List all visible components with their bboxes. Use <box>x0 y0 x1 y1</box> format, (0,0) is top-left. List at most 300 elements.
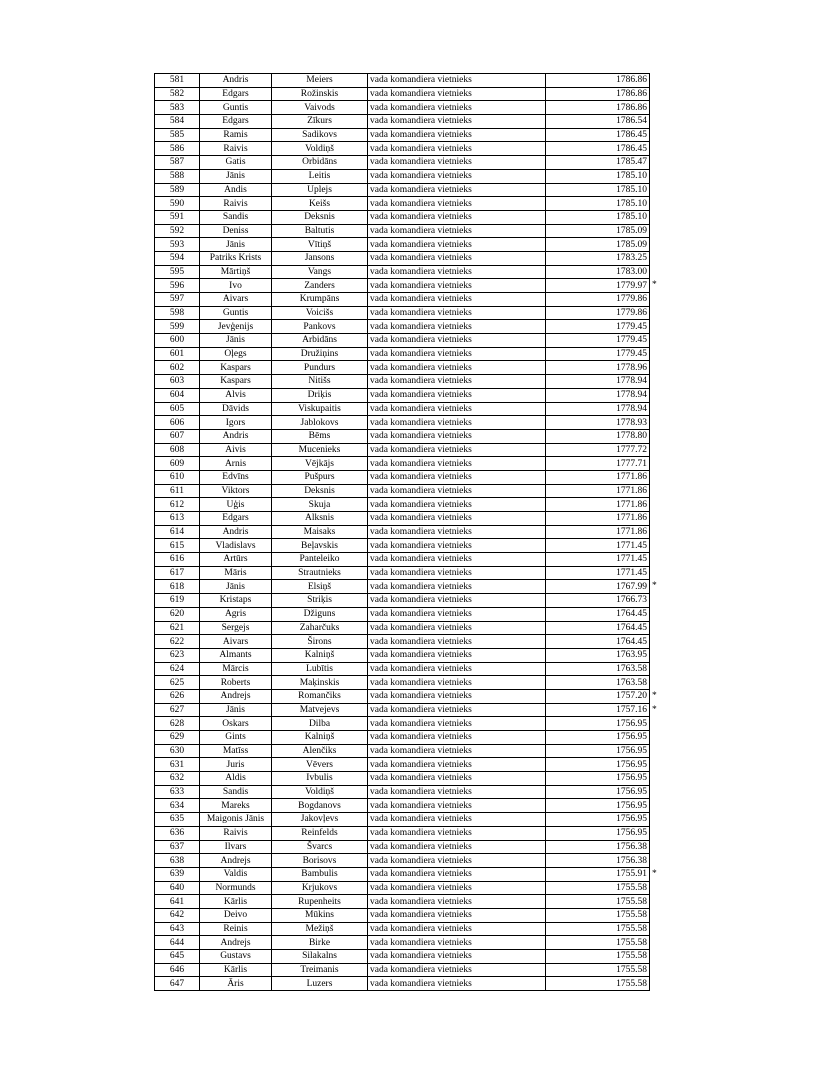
last-name-cell <box>272 908 368 922</box>
first-name-text: Guntis <box>222 102 249 113</box>
amount-cell <box>546 758 650 772</box>
amount-text: 1786.54 <box>616 116 647 127</box>
first-name-text: Uģis <box>226 499 245 510</box>
amount-cell <box>546 87 650 101</box>
row-number-text: 622 <box>169 636 185 647</box>
amount-cell <box>546 607 650 621</box>
last-name-cell <box>272 512 368 526</box>
first-name-cell <box>200 607 272 621</box>
table-row <box>155 115 650 129</box>
position-text: vada komandiera vietnieks <box>370 965 472 976</box>
table-row <box>155 594 650 608</box>
last-name-text: Zaharčuks <box>299 622 340 633</box>
last-name-cell <box>272 169 368 183</box>
position-text: vada komandiera vietnieks <box>370 308 472 319</box>
first-name-text: Matīss <box>222 746 249 757</box>
last-name-text: Krjukovs <box>301 882 338 893</box>
first-name-cell <box>200 388 272 402</box>
amount-cell <box>546 183 650 197</box>
amount-text: 1756.95 <box>616 759 647 770</box>
last-name-cell <box>272 731 368 745</box>
amount-cell <box>546 265 650 279</box>
table-row <box>155 676 650 690</box>
row-number-cell <box>155 128 200 142</box>
table-row <box>155 662 650 676</box>
row-number-cell <box>155 689 200 703</box>
first-name-text: Ramis <box>223 130 248 141</box>
last-name-cell <box>272 87 368 101</box>
position-text: vada komandiera vietnieks <box>370 663 472 674</box>
first-name-text: Reinis <box>223 923 248 934</box>
first-name-cell <box>200 87 272 101</box>
first-name-cell <box>200 908 272 922</box>
amount-text: 1771.86 <box>616 485 647 496</box>
last-name-cell <box>272 950 368 964</box>
row-number-cell <box>155 840 200 854</box>
row-number-cell <box>155 429 200 443</box>
last-name-text: Keišs <box>308 198 331 209</box>
position-cell <box>368 580 546 594</box>
row-number-cell <box>155 87 200 101</box>
last-name-text: Striķis <box>307 595 332 606</box>
position-cell <box>368 689 546 703</box>
last-name-cell <box>272 115 368 129</box>
last-name-cell <box>272 854 368 868</box>
amount-cell <box>546 251 650 265</box>
position-cell <box>368 224 546 238</box>
amount-text: 1763.58 <box>616 663 647 674</box>
table-row <box>155 963 650 977</box>
last-name-cell <box>272 74 368 88</box>
position-cell <box>368 717 546 731</box>
last-name-text: Pundurs <box>303 362 336 373</box>
last-name-text: Krumpāns <box>299 294 340 305</box>
row-number-cell <box>155 703 200 717</box>
position-text: vada komandiera vietnieks <box>370 581 472 592</box>
first-name-text: Normunds <box>215 882 256 893</box>
row-number-cell <box>155 512 200 526</box>
table-row <box>155 498 650 512</box>
first-name-cell <box>200 156 272 170</box>
amount-text: 1771.86 <box>616 527 647 538</box>
row-number-cell <box>155 963 200 977</box>
position-cell <box>368 648 546 662</box>
first-name-cell <box>200 443 272 457</box>
first-name-cell <box>200 142 272 156</box>
first-name-text: Andrejs <box>220 691 251 702</box>
position-cell <box>368 101 546 115</box>
position-cell <box>368 744 546 758</box>
amount-cell <box>546 525 650 539</box>
position-text: vada komandiera vietnieks <box>370 513 472 524</box>
row-number-text: 587 <box>169 157 185 168</box>
table-row <box>155 799 650 813</box>
amount-text: 1778.94 <box>616 403 647 414</box>
table-body <box>155 74 657 991</box>
row-number-cell <box>155 224 200 238</box>
last-name-cell <box>272 813 368 827</box>
first-name-text: Artūrs <box>223 554 248 565</box>
amount-cell <box>546 922 650 936</box>
first-name-cell <box>200 648 272 662</box>
position-text: vada komandiera vietnieks <box>370 841 472 852</box>
row-number-text: 615 <box>169 540 185 551</box>
table-row <box>155 977 650 991</box>
last-name-cell <box>272 320 368 334</box>
amount-text: 1778.94 <box>616 376 647 387</box>
last-name-text: Treimanis <box>300 965 339 976</box>
position-text: vada komandiera vietnieks <box>370 225 472 236</box>
table-row <box>155 703 650 717</box>
amount-cell <box>546 512 650 526</box>
position-text: vada komandiera vietnieks <box>370 444 472 455</box>
last-name-cell <box>272 648 368 662</box>
first-name-cell <box>200 101 272 115</box>
row-number-cell <box>155 717 200 731</box>
amount-cell <box>546 580 657 594</box>
row-number-cell <box>155 826 200 840</box>
first-name-cell <box>200 210 272 224</box>
position-cell <box>368 388 546 402</box>
row-number-text: 621 <box>169 622 185 633</box>
amount-text: 1755.58 <box>616 882 647 893</box>
first-name-text: Māris <box>224 568 247 579</box>
amount-cell <box>546 279 657 293</box>
table-row <box>155 717 650 731</box>
table-row <box>155 580 650 594</box>
last-name-cell <box>272 457 368 471</box>
amount-cell <box>546 429 650 443</box>
row-number-text: 643 <box>169 923 185 934</box>
table-row <box>155 388 650 402</box>
amount-cell <box>546 375 650 389</box>
position-text: vada komandiera vietnieks <box>370 636 472 647</box>
position-text: vada komandiera vietnieks <box>370 540 472 551</box>
last-name-text: Voldiņš <box>305 787 334 798</box>
table-row <box>155 867 650 881</box>
position-cell <box>368 977 546 991</box>
amount-text: 1756.95 <box>616 800 647 811</box>
last-name-text: Kalniņš <box>304 650 335 661</box>
row-number-text: 596 <box>169 280 185 291</box>
amount-text: 1755.58 <box>616 978 647 989</box>
position-cell <box>368 621 546 635</box>
amount-text: 1771.86 <box>616 472 647 483</box>
position-cell <box>368 210 546 224</box>
first-name-cell <box>200 265 272 279</box>
row-number-text: 586 <box>169 143 185 154</box>
amount-cell <box>546 402 650 416</box>
table-row <box>155 539 650 553</box>
last-name-cell <box>272 402 368 416</box>
last-name-text: Borisovs <box>302 855 337 866</box>
amount-text: 1785.10 <box>616 184 647 195</box>
last-name-cell <box>272 142 368 156</box>
row-number-cell <box>155 183 200 197</box>
position-text: vada komandiera vietnieks <box>370 691 472 702</box>
position-cell <box>368 867 546 881</box>
amount-cell <box>546 115 650 129</box>
table-row <box>155 621 650 635</box>
amount-cell <box>546 388 650 402</box>
position-text: vada komandiera vietnieks <box>370 787 472 798</box>
first-name-text: Sergejs <box>221 622 250 633</box>
last-name-text: Lubītis <box>306 663 333 674</box>
position-text: vada komandiera vietnieks <box>370 75 472 86</box>
position-text: vada komandiera vietnieks <box>370 595 472 606</box>
last-name-text: Uplejs <box>307 184 332 195</box>
amount-text: 1779.45 <box>616 349 647 360</box>
amount-text: 1756.38 <box>616 855 647 866</box>
first-name-cell <box>200 306 272 320</box>
first-name-cell <box>200 279 272 293</box>
first-name-text: Gustavs <box>220 951 251 962</box>
amount-cell <box>546 470 650 484</box>
last-name-cell <box>272 197 368 211</box>
first-name-cell <box>200 758 272 772</box>
amount-text: 1785.10 <box>616 171 647 182</box>
table-row <box>155 74 650 88</box>
last-name-cell <box>272 744 368 758</box>
first-name-cell <box>200 484 272 498</box>
first-name-cell <box>200 553 272 567</box>
last-name-text: Vēvers <box>306 759 333 770</box>
last-name-text: Zanders <box>304 280 335 291</box>
last-name-cell <box>272 785 368 799</box>
first-name-cell <box>200 635 272 649</box>
position-cell <box>368 197 546 211</box>
first-name-cell <box>200 197 272 211</box>
table-row <box>155 375 650 389</box>
last-name-text: Džiguns <box>303 609 336 620</box>
row-number-text: 616 <box>169 554 185 565</box>
last-name-text: Bogdanovs <box>298 800 341 811</box>
table-row <box>155 101 650 115</box>
amount-cell <box>546 361 650 375</box>
table-row <box>155 128 650 142</box>
row-number-text: 605 <box>169 403 185 414</box>
amount-text: 1771.45 <box>616 568 647 579</box>
position-text: vada komandiera vietnieks <box>370 143 472 154</box>
position-cell <box>368 881 546 895</box>
first-name-cell <box>200 115 272 129</box>
first-name-cell <box>200 251 272 265</box>
position-text: vada komandiera vietnieks <box>370 773 472 784</box>
position-text: vada komandiera vietnieks <box>370 376 472 387</box>
row-number-text: 625 <box>169 677 185 688</box>
position-text: vada komandiera vietnieks <box>370 116 472 127</box>
position-cell <box>368 279 546 293</box>
position-text: vada komandiera vietnieks <box>370 184 472 195</box>
last-name-text: Arbidāns <box>302 335 337 346</box>
amount-text: 1783.00 <box>616 266 647 277</box>
amount-cell <box>546 443 650 457</box>
first-name-text: Kaspars <box>220 362 251 373</box>
position-cell <box>368 128 546 142</box>
amount-text: 1764.45 <box>616 609 647 620</box>
position-text: vada komandiera vietnieks <box>370 198 472 209</box>
last-name-text: Reinfelds <box>301 828 338 839</box>
table-row <box>155 210 650 224</box>
amount-cell <box>546 635 650 649</box>
first-name-text: Edgars <box>222 513 249 524</box>
row-number-cell <box>155 74 200 88</box>
first-name-cell <box>200 881 272 895</box>
amount-cell <box>546 142 650 156</box>
first-name-text: Arnis <box>224 458 247 469</box>
position-cell <box>368 361 546 375</box>
row-number-cell <box>155 265 200 279</box>
amount-cell <box>546 210 650 224</box>
position-text: vada komandiera vietnieks <box>370 882 472 893</box>
table-row <box>155 758 650 772</box>
amount-text: 1786.86 <box>616 102 647 113</box>
asterisk-mark: * <box>652 704 657 715</box>
first-name-cell <box>200 854 272 868</box>
last-name-text: Širons <box>307 636 332 647</box>
table-row <box>155 265 650 279</box>
table-row <box>155 347 650 361</box>
first-name-cell <box>200 717 272 731</box>
row-number-text: 590 <box>169 198 185 209</box>
last-name-text: Ivbulis <box>306 773 333 784</box>
position-cell <box>368 908 546 922</box>
table-row <box>155 607 650 621</box>
last-name-cell <box>272 470 368 484</box>
asterisk-mark: * <box>652 690 657 701</box>
position-text: vada komandiera vietnieks <box>370 622 472 633</box>
row-number-cell <box>155 210 200 224</box>
row-number-text: 627 <box>169 704 185 715</box>
table-row <box>155 525 650 539</box>
row-number-cell <box>155 553 200 567</box>
first-name-text: Kaspars <box>220 376 251 387</box>
amount-cell <box>546 731 650 745</box>
row-number-cell <box>155 320 200 334</box>
table-row <box>155 908 650 922</box>
row-number-text: 631 <box>169 759 185 770</box>
last-name-cell <box>272 388 368 402</box>
position-cell <box>368 142 546 156</box>
row-number-text: 610 <box>169 472 185 483</box>
position-text: vada komandiera vietnieks <box>370 554 472 565</box>
position-cell <box>368 963 546 977</box>
last-name-cell <box>272 334 368 348</box>
amount-cell <box>546 347 650 361</box>
amount-text: 1785.09 <box>616 225 647 236</box>
first-name-cell <box>200 416 272 430</box>
table-row <box>155 334 650 348</box>
amount-cell <box>546 703 657 717</box>
first-name-cell <box>200 512 272 526</box>
first-name-text: Maigonis Jānis <box>206 814 265 825</box>
row-number-cell <box>155 648 200 662</box>
last-name-text: Mucenieks <box>298 444 341 455</box>
position-text: vada komandiera vietnieks <box>370 417 472 428</box>
position-cell <box>368 293 546 307</box>
first-name-cell <box>200 402 272 416</box>
position-text: vada komandiera vietnieks <box>370 266 472 277</box>
row-number-cell <box>155 936 200 950</box>
first-name-text: Ivo <box>229 280 242 291</box>
position-text: vada komandiera vietnieks <box>370 472 472 483</box>
row-number-text: 593 <box>169 239 185 250</box>
row-number-cell <box>155 115 200 129</box>
first-name-text: Jānis <box>226 239 245 250</box>
amount-text: 1756.95 <box>616 773 647 784</box>
row-number-text: 606 <box>169 417 185 428</box>
row-number-text: 594 <box>169 253 185 264</box>
row-number-cell <box>155 334 200 348</box>
position-cell <box>368 402 546 416</box>
table-row <box>155 416 650 430</box>
first-name-text: Aldis <box>225 773 246 784</box>
first-name-text: Jānis <box>226 704 245 715</box>
position-text: vada komandiera vietnieks <box>370 499 472 510</box>
first-name-text: Gints <box>225 732 246 743</box>
row-number-cell <box>155 484 200 498</box>
table-row <box>155 251 650 265</box>
first-name-text: Raivis <box>223 143 248 154</box>
position-text: vada komandiera vietnieks <box>370 896 472 907</box>
table-row <box>155 635 650 649</box>
first-name-cell <box>200 826 272 840</box>
position-text: vada komandiera vietnieks <box>370 390 472 401</box>
last-name-text: Voicišs <box>305 308 334 319</box>
table-row <box>155 87 650 101</box>
amount-cell <box>546 457 650 471</box>
last-name-cell <box>272 580 368 594</box>
position-text: vada komandiera vietnieks <box>370 923 472 934</box>
row-number-text: 617 <box>169 568 185 579</box>
table-row <box>155 553 650 567</box>
row-number-text: 640 <box>169 882 185 893</box>
row-number-text: 604 <box>169 390 185 401</box>
first-name-text: Deniss <box>222 225 249 236</box>
last-name-text: Silakalns <box>302 951 337 962</box>
position-cell <box>368 703 546 717</box>
first-name-text: Ilvars <box>224 841 247 852</box>
amount-cell <box>546 662 650 676</box>
table-row <box>155 936 650 950</box>
last-name-cell <box>272 977 368 991</box>
amount-text: 1786.45 <box>616 143 647 154</box>
table-row <box>155 457 650 471</box>
position-cell <box>368 375 546 389</box>
first-name-cell <box>200 785 272 799</box>
last-name-text: Družiņins <box>300 349 339 360</box>
position-text: vada komandiera vietnieks <box>370 294 472 305</box>
last-name-cell <box>272 881 368 895</box>
row-number-text: 603 <box>169 376 185 387</box>
amount-text: 1771.86 <box>616 499 647 510</box>
position-cell <box>368 594 546 608</box>
row-number-cell <box>155 785 200 799</box>
first-name-cell <box>200 74 272 88</box>
position-text: vada komandiera vietnieks <box>370 677 472 688</box>
position-text: vada komandiera vietnieks <box>370 349 472 360</box>
table-row <box>155 895 650 909</box>
first-name-text: Andris <box>222 431 249 442</box>
last-name-text: Leitis <box>308 171 331 182</box>
last-name-text: Driķis <box>307 390 332 401</box>
amount-text: 1779.45 <box>616 335 647 346</box>
asterisk-mark: * <box>652 581 657 592</box>
first-name-text: Aivars <box>222 294 249 305</box>
last-name-text: Jablokovs <box>300 417 339 428</box>
row-number-cell <box>155 867 200 881</box>
position-text: vada komandiera vietnieks <box>370 828 472 839</box>
